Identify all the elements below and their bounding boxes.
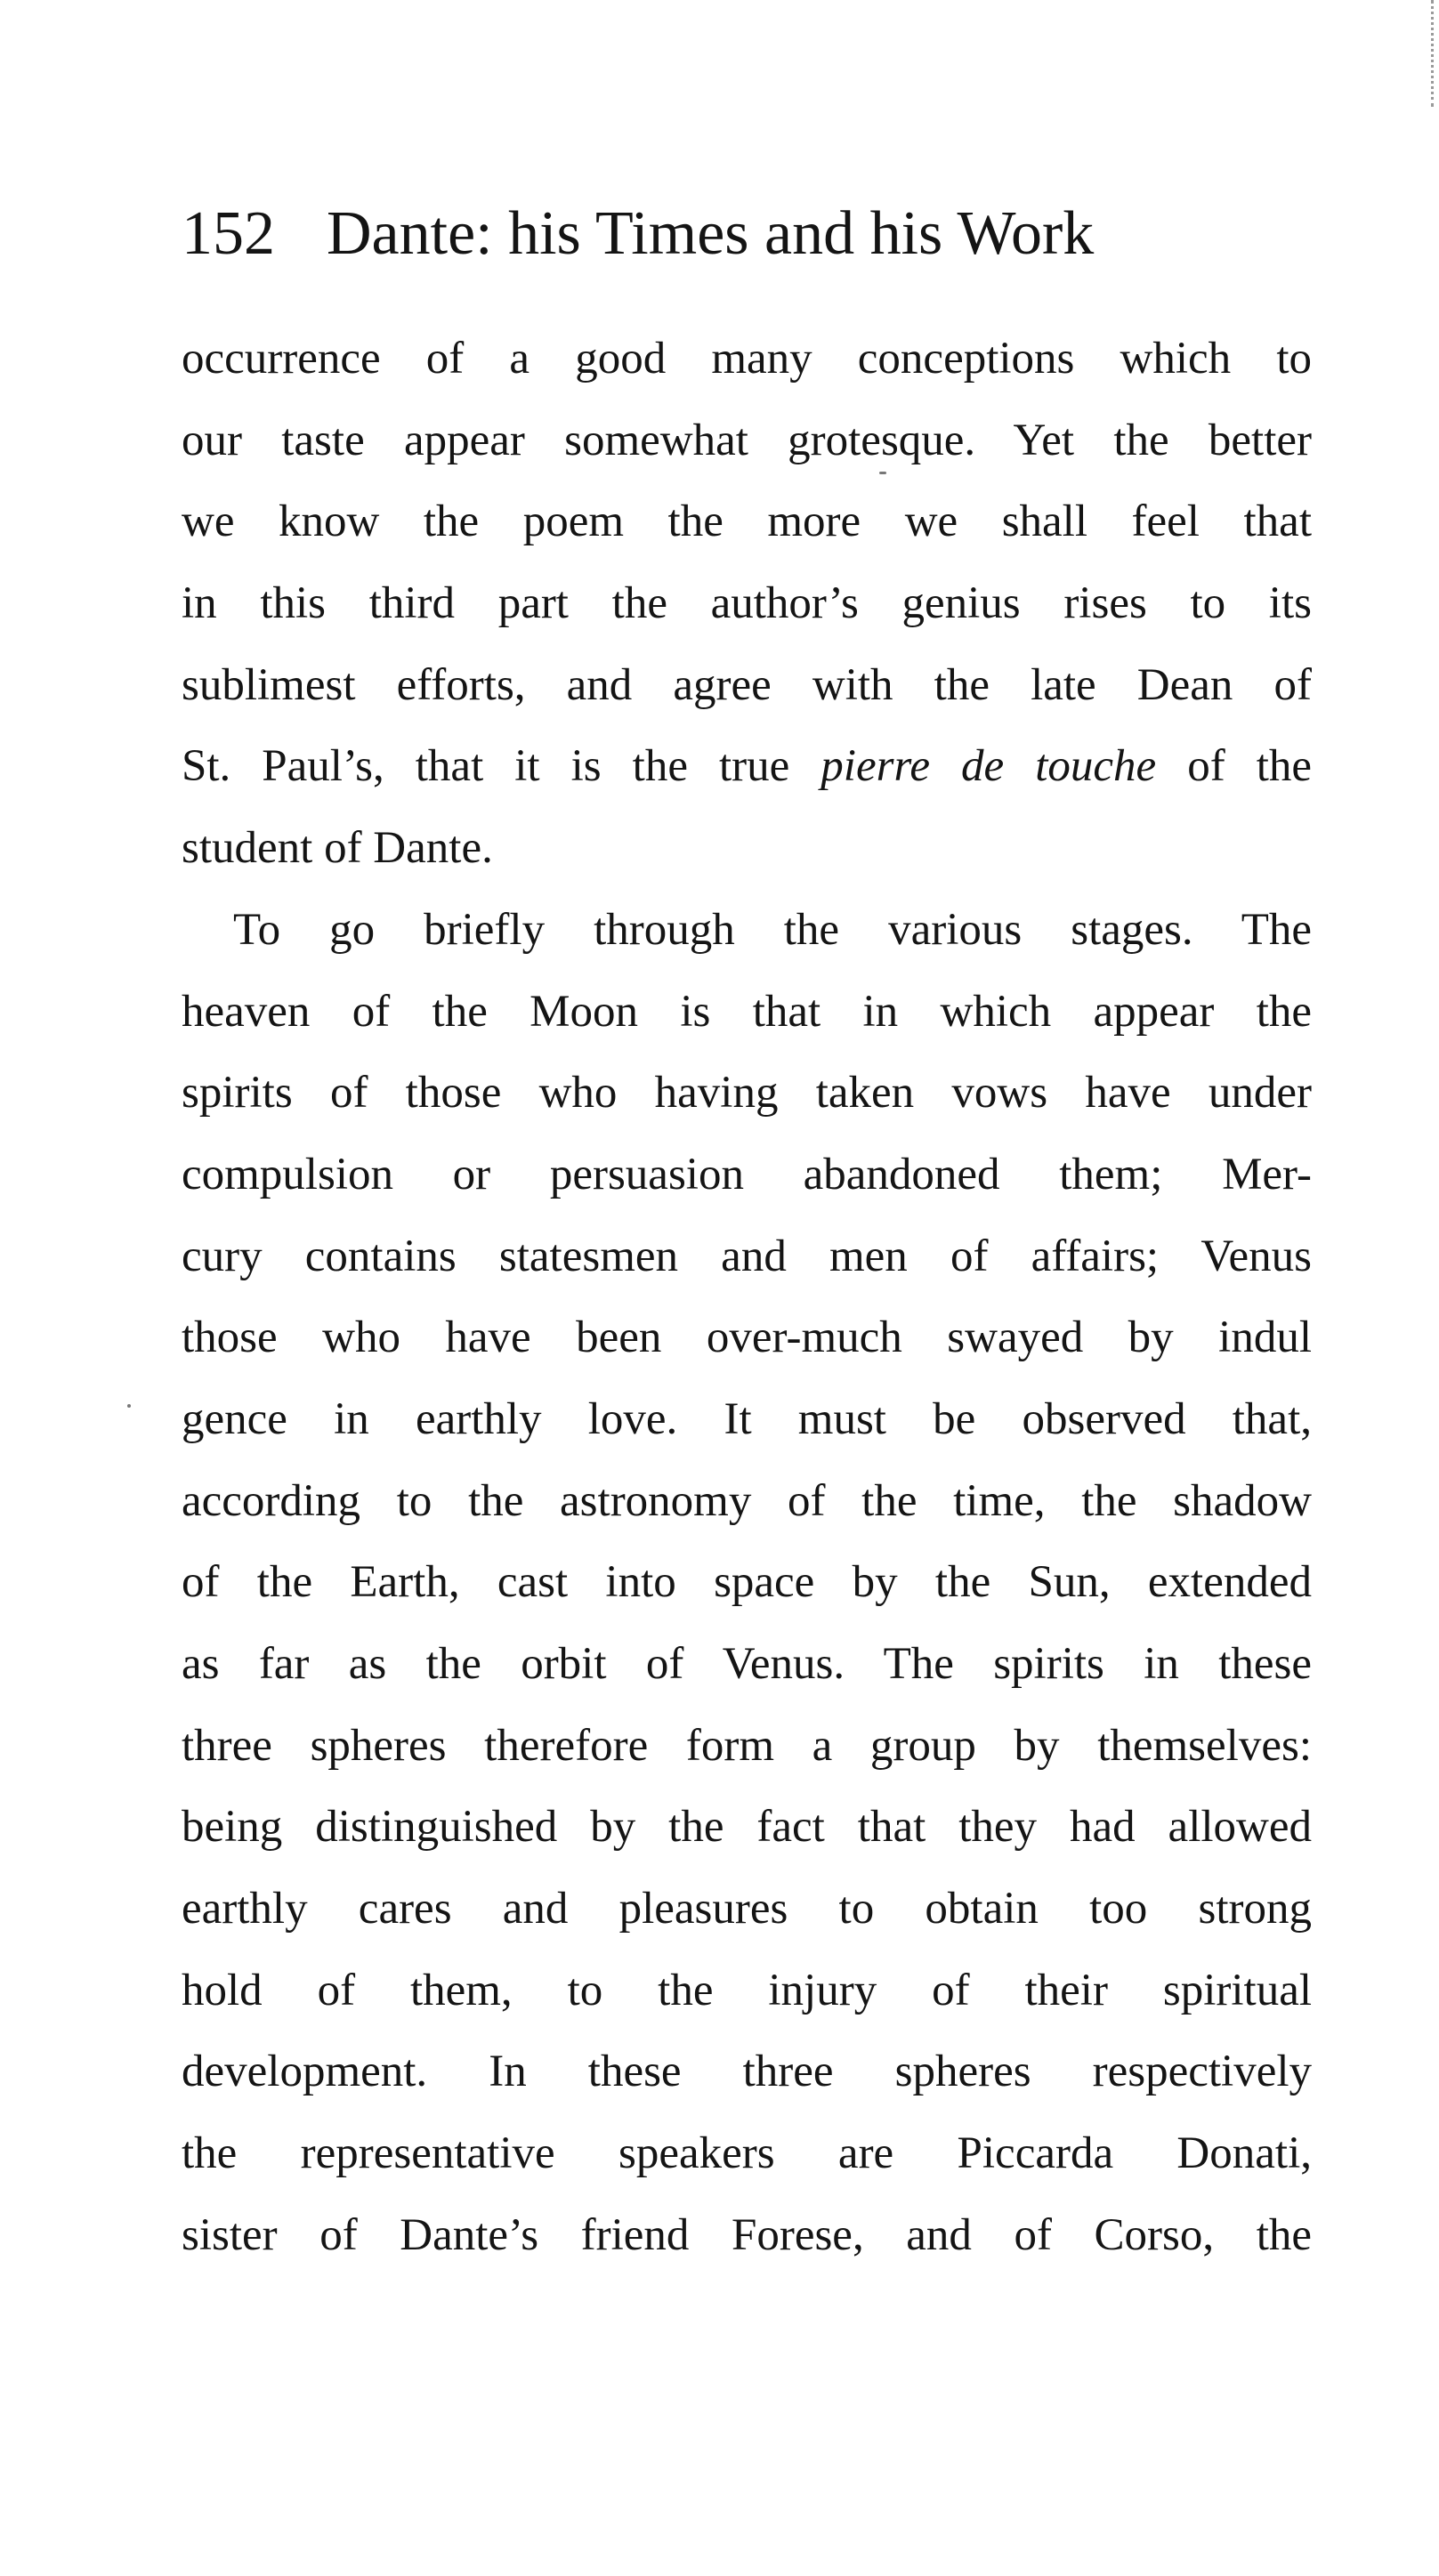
text-line: occurrence of a good many conceptions which to [182, 334, 1312, 384]
text-line-with-italic [182, 726, 1312, 808]
body-text [182, 319, 1312, 2277]
page-edge-marks [1431, 0, 1436, 107]
paper-speck [127, 1404, 131, 1408]
text-line: three spheres therefore form a group by themselves: [182, 1720, 1312, 1771]
italic-phrase: pierre de touche [821, 741, 1157, 792]
text-line: sublimest efforts, and agree with the late Dean of [182, 659, 1312, 710]
text-line: according to the astronomy of the time, the shadow [182, 1475, 1312, 1526]
text-line: compulsion or persuasion abandoned them; Mer- [182, 1149, 1312, 1199]
text-line: earthly cares and pleasures to obtain too strong [182, 1884, 1312, 1934]
page-number: 152 [182, 199, 275, 268]
text-line: as far as the orbit of Venus. The spirits in these [182, 1639, 1312, 1689]
text-line: in this third part the author’s genius rises to its [182, 578, 1312, 629]
text-line: those who have been over-much swayed by indul [182, 1312, 1312, 1363]
running-head [182, 194, 1330, 274]
text-segment: of the [1156, 741, 1313, 792]
text-line: heaven of the Moon is that in which appear the [182, 986, 1312, 1037]
paragraph-first-line: To go briefly through the various stages. The [233, 904, 1312, 955]
text-line: sister of Dante’s friend Forese, and of Corso, the [182, 2209, 1312, 2260]
text-line: spirits of those who having taken vows have under [182, 1068, 1312, 1118]
text-line: the representative speakers are Piccarda Donati, [182, 2128, 1312, 2179]
text-line: gence in earthly love. It must be observed that, [182, 1393, 1312, 1444]
paragraph-last-line: student of Dante. [182, 823, 493, 874]
running-title: Dante: his Times and his Work [327, 199, 1095, 268]
paper-speck [879, 472, 886, 474]
text-line: of the Earth, cast into space by the Sun, extended [182, 1557, 1312, 1608]
text-line: being distinguished by the fact that they had allowed [182, 1802, 1312, 1853]
text-line: cury contains statesmen and men of affairs; Venus [182, 1231, 1312, 1281]
text-line: we know the poem the more we shall feel that [182, 497, 1312, 547]
text-line: development. In these three spheres respectively [182, 2047, 1312, 2097]
text-line: our taste appear somewhat grotesque. Yet the better [182, 415, 1312, 465]
text-segment: St. Paul’s, that it is the true [182, 741, 821, 792]
text-line: hold of them, to the injury of their spiritual [182, 1965, 1312, 2015]
